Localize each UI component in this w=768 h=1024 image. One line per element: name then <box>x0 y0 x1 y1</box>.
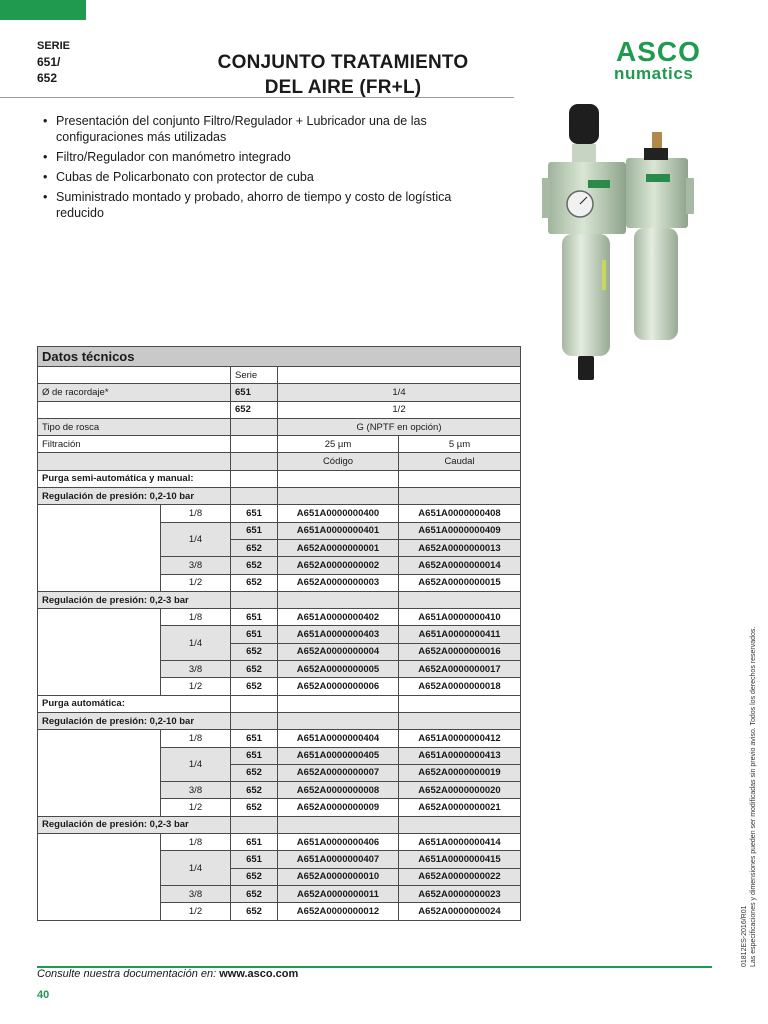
empty-cell <box>231 418 278 435</box>
page-title <box>190 50 496 100</box>
code-5um: A652A0000000018 <box>399 678 521 695</box>
header-divider <box>0 97 514 98</box>
drain-valve <box>578 356 594 380</box>
port-size: 3/8 <box>161 661 231 678</box>
technical-data-body <box>38 347 521 921</box>
code-25um: A652A0000000008 <box>278 782 399 799</box>
serie-value: 652 <box>231 764 278 781</box>
regulator-knob <box>569 104 599 144</box>
racordaje-value: 1/2 <box>278 401 521 418</box>
empty-cell <box>278 695 399 712</box>
code-5um: A652A0000000016 <box>399 643 521 660</box>
document-code: 01812ES-2016/R01 <box>741 905 748 967</box>
caudal-header: Caudal <box>399 453 521 470</box>
feature-item: • Cubas de Policarbonato con protector de cuba <box>42 169 482 185</box>
code-5um: A651A0000000411 <box>399 626 521 643</box>
serie-value: 652 <box>231 661 278 678</box>
code-25um: A651A0000000406 <box>278 834 399 851</box>
purga-label: Purga automática: <box>38 695 231 712</box>
page-tab-marker <box>0 0 86 20</box>
serie-value: 652 <box>231 782 278 799</box>
code-5um: A652A0000000015 <box>399 574 521 591</box>
empty-cell <box>231 436 278 453</box>
serie-value: 651 <box>231 522 278 539</box>
code-5um: A652A0000000023 <box>399 885 521 902</box>
empty-cell <box>278 591 399 608</box>
code-5um: A651A0000000409 <box>399 522 521 539</box>
filter-bowl <box>562 234 610 356</box>
code-25um: A652A0000000003 <box>278 574 399 591</box>
feature-list <box>42 113 482 225</box>
filtracion-25: 25 µm <box>278 436 399 453</box>
serie-value: 651 <box>231 626 278 643</box>
empty-cell <box>231 453 278 470</box>
page-number: 40 <box>37 989 50 1001</box>
serie-block <box>37 38 70 86</box>
racordaje-serie: 651 <box>231 384 278 401</box>
table-row <box>38 505 521 522</box>
port-size: 1/2 <box>161 903 231 920</box>
table-row <box>38 712 521 729</box>
code-25um: A651A0000000405 <box>278 747 399 764</box>
empty-cell <box>399 488 521 505</box>
serie-value: 652 <box>231 643 278 660</box>
port-size: 1/8 <box>161 834 231 851</box>
purga-label: Purga semi-automática y manual: <box>38 470 231 487</box>
code-25um: A652A0000000011 <box>278 885 399 902</box>
group-spacer <box>38 609 161 695</box>
port-size: 1/2 <box>161 678 231 695</box>
serie-value: 651 <box>231 730 278 747</box>
port-size: 1/8 <box>161 505 231 522</box>
serie-value: 651 <box>231 747 278 764</box>
serie-value: 652 <box>231 678 278 695</box>
logo-top-text: ASCO <box>616 36 701 67</box>
empty-cell <box>278 470 399 487</box>
code-25um: A652A0000000001 <box>278 539 399 556</box>
regulacion-label: Regulación de presión: 0,2-10 bar <box>38 488 231 505</box>
table-row <box>38 488 521 505</box>
codigo-header: Código <box>278 453 399 470</box>
port-size: 3/8 <box>161 557 231 574</box>
code-5um: A652A0000000017 <box>399 661 521 678</box>
code-5um: A652A0000000024 <box>399 903 521 920</box>
technical-data-table <box>37 346 521 921</box>
empty-cell <box>38 453 231 470</box>
table-row <box>38 591 521 608</box>
filtracion-5: 5 µm <box>399 436 521 453</box>
code-5um: A651A0000000410 <box>399 609 521 626</box>
code-5um: A651A0000000415 <box>399 851 521 868</box>
document-reference <box>740 627 758 967</box>
port-size: 1/2 <box>161 574 231 591</box>
port-size: 1/8 <box>161 609 231 626</box>
group-spacer <box>38 730 161 816</box>
empty-cell <box>38 401 231 418</box>
empty-cell <box>231 591 278 608</box>
port-size: 1/4 <box>161 747 231 782</box>
title-line-2: DEL AIRE (FR+L) <box>264 77 422 98</box>
serie-line-2: 652 <box>37 71 58 85</box>
serie-value: 652 <box>231 903 278 920</box>
empty-cell <box>38 367 231 384</box>
code-5um: A652A0000000014 <box>399 557 521 574</box>
empty-cell <box>399 591 521 608</box>
serie-value: 652 <box>231 885 278 902</box>
code-25um: A652A0000000010 <box>278 868 399 885</box>
port-size: 1/4 <box>161 522 231 557</box>
empty-cell <box>399 816 521 833</box>
table-title: Datos técnicos <box>38 347 521 367</box>
rosca-value: G (NPTF en opción) <box>278 418 521 435</box>
code-5um: A652A0000000021 <box>399 799 521 816</box>
code-25um: A651A0000000404 <box>278 730 399 747</box>
racordaje-value: 1/4 <box>278 384 521 401</box>
code-5um: A652A0000000020 <box>399 782 521 799</box>
code-25um: A651A0000000403 <box>278 626 399 643</box>
code-25um: A651A0000000400 <box>278 505 399 522</box>
racordaje-serie: 652 <box>231 401 278 418</box>
serie-value: 652 <box>231 574 278 591</box>
regulacion-label: Regulación de presión: 0,2-3 bar <box>38 816 231 833</box>
code-25um: A652A0000000006 <box>278 678 399 695</box>
code-25um: A652A0000000009 <box>278 799 399 816</box>
racordaje-label: Ø de racordaje* <box>38 384 231 401</box>
group-spacer <box>38 834 161 920</box>
regulacion-label: Regulación de presión: 0,2-10 bar <box>38 712 231 729</box>
serie-value: 651 <box>231 834 278 851</box>
serie-value: 652 <box>231 868 278 885</box>
feature-item: • Suministrado montado y probado, ahorro de tiempo y costo de logística reducido <box>42 189 482 221</box>
code-5um: A651A0000000408 <box>399 505 521 522</box>
logo-bottom-text: numatics <box>614 64 694 83</box>
code-25um: A652A0000000012 <box>278 903 399 920</box>
port-size: 1/2 <box>161 799 231 816</box>
serie-value: 651 <box>231 851 278 868</box>
code-25um: A652A0000000002 <box>278 557 399 574</box>
rosca-label: Tipo de rosca <box>38 418 231 435</box>
serie-value: 652 <box>231 799 278 816</box>
empty-cell <box>399 470 521 487</box>
footer-label: Consulte nuestra documentación en: <box>37 968 220 980</box>
port-size: 1/4 <box>161 626 231 661</box>
empty-cell <box>231 816 278 833</box>
port-size: 1/4 <box>161 851 231 886</box>
empty-cell <box>278 816 399 833</box>
serie-value: 652 <box>231 557 278 574</box>
code-5um: A652A0000000013 <box>399 539 521 556</box>
footer-link[interactable]: www.asco.com <box>219 968 299 980</box>
code-25um: A652A0000000005 <box>278 661 399 678</box>
empty-cell <box>278 712 399 729</box>
empty-cell <box>231 695 278 712</box>
asco-numatics-logo <box>614 37 716 85</box>
lubricator-bowl <box>634 228 678 340</box>
empty-cell <box>278 367 521 384</box>
code-5um: A651A0000000413 <box>399 747 521 764</box>
serie-value: 651 <box>231 505 278 522</box>
serie-line-1: 651/ <box>37 55 61 69</box>
table-row <box>38 730 521 747</box>
code-5um: A651A0000000414 <box>399 834 521 851</box>
feature-item: • Filtro/Regulador con manómetro integrado <box>42 149 482 165</box>
title-line-1: CONJUNTO TRATAMIENTO <box>217 52 469 73</box>
serie-label: SERIE <box>37 40 71 52</box>
code-25um: A652A0000000004 <box>278 643 399 660</box>
port-size: 3/8 <box>161 885 231 902</box>
empty-cell <box>231 712 278 729</box>
empty-cell <box>278 488 399 505</box>
serie-value: 652 <box>231 539 278 556</box>
empty-cell <box>231 488 278 505</box>
lubricator-body <box>626 158 688 228</box>
table-row <box>38 695 521 712</box>
product-image <box>540 100 720 390</box>
code-25um: A651A0000000401 <box>278 522 399 539</box>
regulacion-label: Regulación de presión: 0,2-3 bar <box>38 591 231 608</box>
table-row <box>38 816 521 833</box>
port-size: 3/8 <box>161 782 231 799</box>
serie-value: 651 <box>231 609 278 626</box>
filtracion-label: Filtración <box>38 436 231 453</box>
empty-cell <box>231 470 278 487</box>
group-spacer <box>38 505 161 591</box>
code-5um: A652A0000000019 <box>399 764 521 781</box>
code-25um: A651A0000000407 <box>278 851 399 868</box>
code-5um: A652A0000000022 <box>399 868 521 885</box>
feature-item: • Presentación del conjunto Filtro/Regulador + Lubricador una de las configuraciones más utilizadas <box>42 113 482 145</box>
table-row <box>38 609 521 626</box>
code-25um: A651A0000000402 <box>278 609 399 626</box>
empty-cell <box>399 712 521 729</box>
code-25um: A652A0000000007 <box>278 764 399 781</box>
code-5um: A651A0000000412 <box>399 730 521 747</box>
empty-cell <box>399 695 521 712</box>
legal-notice: Las especificaciones y dimensiones pueden ser modificadas sin previo aviso. Todos los derechos reservados. <box>750 626 757 967</box>
table-row <box>38 834 521 851</box>
port-size: 1/8 <box>161 730 231 747</box>
serie-header: Serie <box>231 367 278 384</box>
footer-text <box>37 968 298 980</box>
table-row <box>38 470 521 487</box>
